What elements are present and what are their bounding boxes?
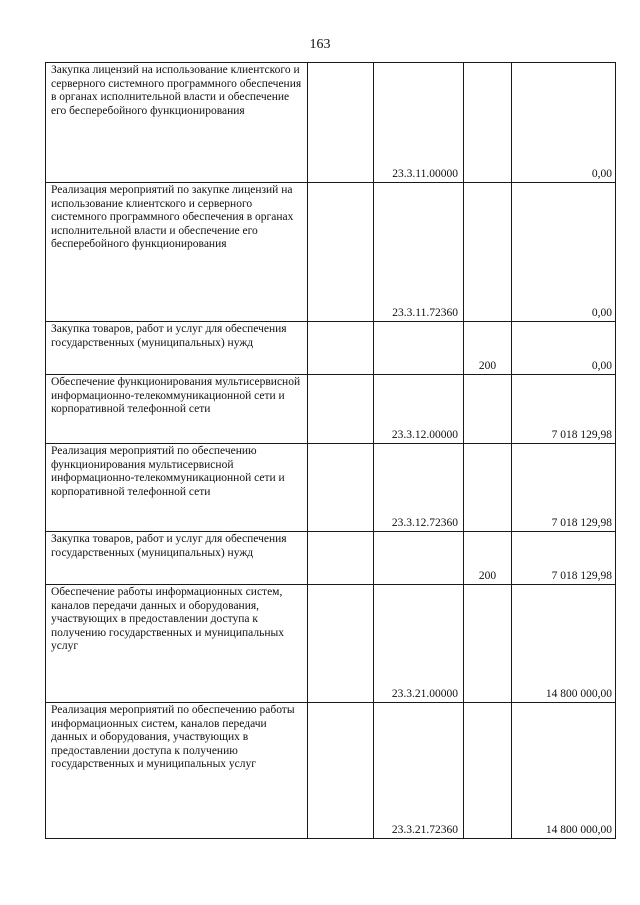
amount: 0,00	[512, 183, 616, 322]
row-name: Обеспечение работы информационных систем, каналов передачи данных и оборудования, участвующих в предоставлении доступа к получению государственных и муниципальных услуг	[46, 585, 308, 703]
table-row	[46, 63, 616, 183]
table-row	[46, 183, 616, 322]
expense-type	[464, 444, 512, 532]
row-name: Закупка товаров, работ и услуг для обеспечения государственных (муниципальных) нужд	[46, 322, 308, 375]
target-code: 23.3.21.00000	[374, 585, 464, 703]
expense-type: 200	[464, 532, 512, 585]
row-name: Закупка лицензий на использование клиентского и серверного системного программного обеспечения в органах исполнительной власти и обеспечение его бесперебойного функционирования	[46, 63, 308, 183]
table-row	[46, 375, 616, 444]
page-number: 163	[309, 37, 331, 52]
row-name: Реализация мероприятий по закупке лицензий на использование клиентского и серверного системного программного обеспечения в органах исполнительной власти и обеспечение его бесперебойного функционирования	[46, 183, 308, 322]
amount: 7 018 129,98	[512, 532, 616, 585]
expense-type	[464, 703, 512, 839]
target-code	[374, 322, 464, 375]
target-code: 23.3.12.00000	[374, 375, 464, 444]
amount: 14 800 000,00	[512, 585, 616, 703]
empty-cell	[308, 63, 374, 183]
row-name: Обеспечение функционирования мультисервисной информационно-телекоммуникационной сети и корпоративной телефонной сети	[46, 375, 308, 444]
empty-cell	[308, 532, 374, 585]
amount: 7 018 129,98	[512, 375, 616, 444]
row-name: Реализация мероприятий по обеспечению работы информационных систем, каналов передачи данных и оборудования, участвующих в предоставлении доступа к получению государственных и муниципальных услуг	[46, 703, 308, 839]
table-row	[46, 703, 616, 839]
expense-type: 200	[464, 322, 512, 375]
empty-cell	[308, 444, 374, 532]
row-name: Реализация мероприятий по обеспечению функционирования мультисервисной информационно-телекоммуникационной сети и корпоративной телефонной сети	[46, 444, 308, 532]
table-row	[46, 585, 616, 703]
empty-cell	[308, 375, 374, 444]
table-row	[46, 532, 616, 585]
expense-type	[464, 375, 512, 444]
row-name: Закупка товаров, работ и услуг для обеспечения государственных (муниципальных) нужд	[46, 532, 308, 585]
empty-cell	[308, 183, 374, 322]
expense-type	[464, 183, 512, 322]
table-row	[46, 322, 616, 375]
empty-cell	[308, 322, 374, 375]
amount: 7 018 129,98	[512, 444, 616, 532]
amount: 0,00	[512, 63, 616, 183]
table-row	[46, 444, 616, 532]
target-code: 23.3.21.72360	[374, 703, 464, 839]
empty-cell	[308, 585, 374, 703]
expense-type	[464, 63, 512, 183]
expense-type	[464, 585, 512, 703]
amount: 0,00	[512, 322, 616, 375]
target-code	[374, 532, 464, 585]
budget-table	[45, 62, 616, 839]
target-code: 23.3.11.00000	[374, 63, 464, 183]
target-code: 23.3.12.72360	[374, 444, 464, 532]
empty-cell	[308, 703, 374, 839]
target-code: 23.3.11.72360	[374, 183, 464, 322]
amount: 14 800 000,00	[512, 703, 616, 839]
